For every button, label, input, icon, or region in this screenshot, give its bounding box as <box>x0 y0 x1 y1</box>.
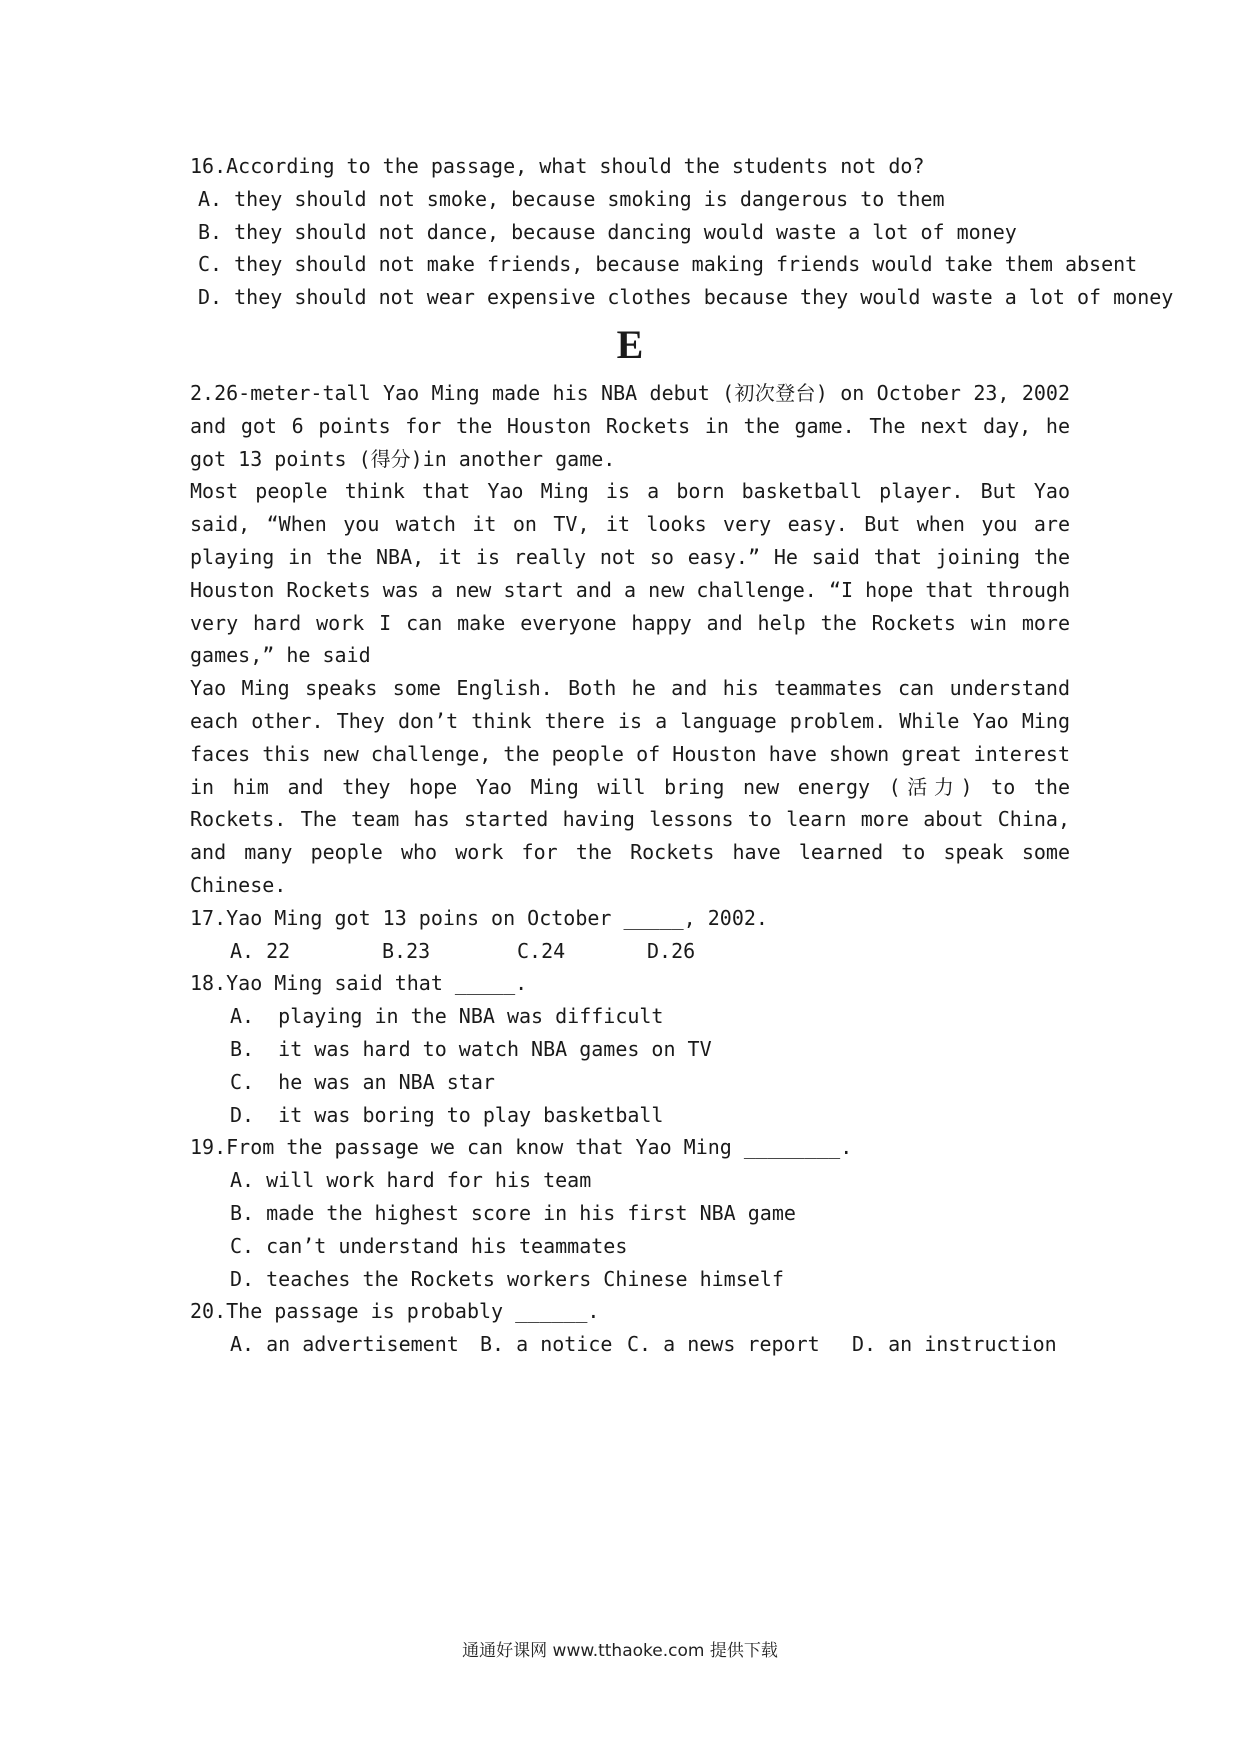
q18-option-d: D. it was boring to play basketball <box>230 1102 664 1127</box>
q17-option-a: A. 22 <box>230 938 291 963</box>
q19-option-c: C. can’t understand his teammates <box>230 1233 628 1258</box>
q18-option-a: A. playing in the NBA was difficult <box>230 1004 664 1029</box>
q19-option-b: B. made the highest score in his first NBA game <box>230 1200 796 1225</box>
q17-stem: 17.Yao Ming got 13 poins on October _____, 2002. <box>190 905 768 930</box>
q20-option-a: A. an advertisement <box>230 1332 459 1357</box>
passage-paragraph-1: 2.26-meter-tall Yao Ming made his NBA debut (初次登台) on October 23, 2002 and got 6 points for the Houston Rockets in the game. The next day, he got 13 points (得分)in another game. <box>190 380 1070 471</box>
q17-options <box>190 935 1070 968</box>
q17-option-d: D.26 <box>647 938 696 963</box>
worksheet-content <box>190 150 1174 1361</box>
q19-stem: 19.From the passage we can know that Yao Ming ________. <box>190 1135 853 1160</box>
page-footer: 通通好课网 www.tthaoke.com 提供下载 <box>462 1641 778 1661</box>
section-heading: E <box>616 321 644 367</box>
q20-option-c: C. a news report <box>627 1332 820 1357</box>
q19-option-a: A. will work hard for his team <box>230 1168 592 1193</box>
q16-option-b: B. they should not dance, because dancing would waste a lot of money <box>198 219 1017 244</box>
q18-stem: 18.Yao Ming said that _____. <box>190 971 528 996</box>
q17-option-b: B.23 <box>382 938 431 963</box>
q20-options <box>190 1328 1070 1361</box>
q16-stem: 16.According to the passage, what should the students not do? <box>190 154 925 178</box>
passage-paragraph-2: Most people think that Yao Ming is a born basketball player. But Yao said, “When you watch it on TV, it looks very easy. But when you are playing in the NBA, it is really not so easy.” He said that joining the Houston Rockets was a new start and a new challenge. “I hope that through very hard work I can make everyone happy and help the Rockets win more games,” he said <box>190 479 1070 668</box>
q18-option-b: B. it was hard to watch NBA games on TV <box>230 1036 712 1061</box>
q20-option-b: B. a notice <box>480 1332 613 1357</box>
q18-option-c: C. he was an NBA star <box>230 1069 495 1094</box>
q16-option-d: D. they should not wear expensive clothes because they would waste a lot of money <box>198 285 1174 310</box>
q16-option-c: C. they should not make friends, because making friends would take them absent <box>198 252 1138 277</box>
passage-paragraph-3: Yao Ming speaks some English. Both he and his teammates can understand each other. They don’t think there is a language problem. While Yao Ming faces this new challenge, the people of Houston have shown great interest in him and they hope Yao Ming will bring new energy (活力) to the Rockets. The team has started having lessons to learn more about China, and many people who work for the Rockets have learned to speak some Chinese. <box>190 676 1070 897</box>
q19-option-d: D. teaches the Rockets workers Chinese himself <box>230 1266 784 1291</box>
q17-option-c: C.24 <box>517 938 566 963</box>
q20-option-d: D. an instruction <box>852 1332 1057 1357</box>
q20-stem: 20.The passage is probably ______. <box>190 1299 600 1324</box>
q16-option-a: A. they should not smoke, because smoking is dangerous to them <box>198 186 945 211</box>
